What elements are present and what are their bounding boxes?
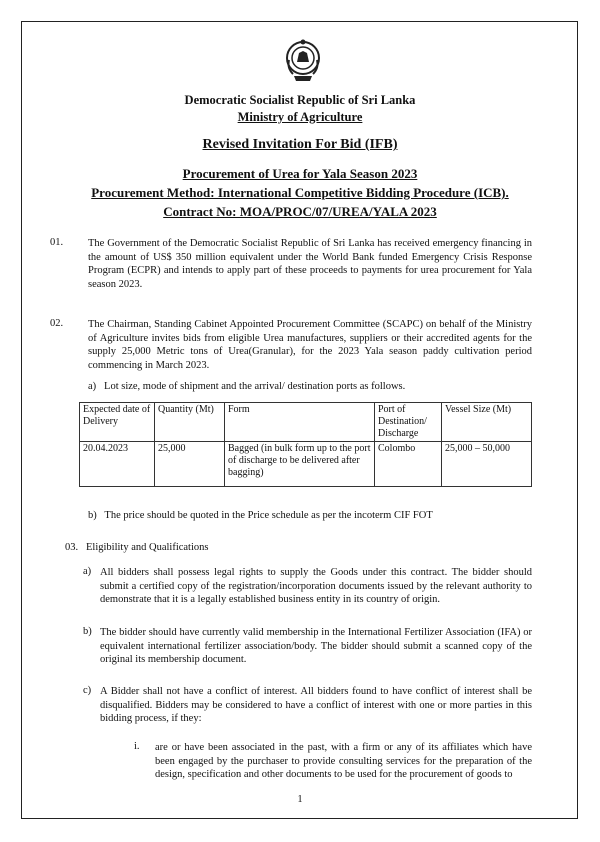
document-title: Revised Invitation For Bid (IFB) bbox=[202, 137, 398, 152]
section-02-item-b: b) The price should be quoted in the Price schedule as per the incoterm CIF FOT bbox=[88, 510, 433, 521]
section-03-item-c: A Bidder shall not have a conflict of interest. All bidders found to have conflict of interest shall be disqualified. Bidders may be considered to have a conflict of interest with one or more parties in this bidding process, if they: bbox=[100, 686, 532, 724]
section-03-item-a: All bidders shall possess legal rights to supply the Goods under this contract. The bidder should submit a certified copy of the registration/incorporation documents issued by the relevant authority to demonstrate that it is a legally established business entity in its country of origin. bbox=[100, 567, 532, 605]
section-02-number: 02. bbox=[50, 318, 64, 329]
table-cell: Colombo bbox=[375, 442, 442, 487]
table-header-cell: Port of Destination/ Discharge bbox=[375, 403, 442, 442]
table-cell: Bagged (in bulk form up to the port of discharge to be delivered after bagging) bbox=[225, 442, 375, 487]
table-header-cell: Quantity (Mt) bbox=[155, 403, 225, 442]
section-01-number: 01. bbox=[50, 237, 64, 248]
table-header-cell: Expected date of Delivery bbox=[80, 403, 155, 442]
table-cell: 25,000 bbox=[155, 442, 225, 487]
procurement-method: Procurement Method: International Competitive Bidding Procedure (ICB). bbox=[91, 185, 509, 200]
table-cell: 20.04.2023 bbox=[80, 442, 155, 487]
section-01-text: The Government of the Democratic Socialist Republic of Sri Lanka has received emergency financing in the amount of US$ 350 million equivalent under the World Bank funded Emergency Crisis Response Program (ECPR) and intends to apply part of these proceeds to payments for urea procurement for Yala season 2023. bbox=[88, 238, 532, 290]
section-03-item-a-label: a) bbox=[83, 566, 92, 577]
country-heading: Democratic Socialist Republic of Sri Lanka bbox=[184, 93, 416, 107]
section-03-item-i: are or have been associated in the past, with a firm or any of its affiliates which have been engaged by the purchaser to provide consulting services for the preparation of the design, specification and other documents to be used for the procurement of goods to bbox=[155, 742, 532, 780]
table-header-cell: Form bbox=[225, 403, 375, 442]
lot-table bbox=[79, 402, 532, 487]
section-02-item-a: a) Lot size, mode of shipment and the arrival/ destination ports as follows. bbox=[88, 381, 406, 392]
contract-number: Contract No: MOA/PROC/07/UREA/YALA 2023 bbox=[163, 204, 437, 219]
procurement-title: Procurement of Urea for Yala Season 2023 bbox=[182, 166, 418, 181]
table-row bbox=[80, 442, 532, 487]
section-03-item-i-label: i. bbox=[134, 741, 140, 752]
table-cell: 25,000 – 50,000 bbox=[442, 442, 532, 487]
section-03-heading: 03. Eligibility and Qualifications bbox=[65, 542, 209, 553]
table-header-cell: Vessel Size (Mt) bbox=[442, 403, 532, 442]
section-03-item-b: The bidder should have currently valid membership in the International Fertilizer Association (IFA) or equivalent international fertilizer association/body. The bidder should submit a scanned copy of the original its membership document. bbox=[100, 627, 532, 665]
section-03-item-c-label: c) bbox=[83, 685, 92, 696]
ministry-heading: Ministry of Agriculture bbox=[237, 110, 363, 124]
sri-lanka-emblem-icon bbox=[285, 38, 321, 84]
section-02-text: The Chairman, Standing Cabinet Appointed Procurement Committee (SCAPC) on behalf of the Ministry of Agriculture invites bids from eligible Urea manufactures, suppliers or their accredited agents for the supply 25,000 Metric tons of Urea(Granular), for the 2023 Yala season paddy cultivation period commencing in March 2023. bbox=[88, 319, 532, 371]
section-03-item-b-label: b) bbox=[83, 626, 92, 637]
page-number: 1 bbox=[297, 794, 303, 805]
table-header-row bbox=[80, 403, 532, 442]
